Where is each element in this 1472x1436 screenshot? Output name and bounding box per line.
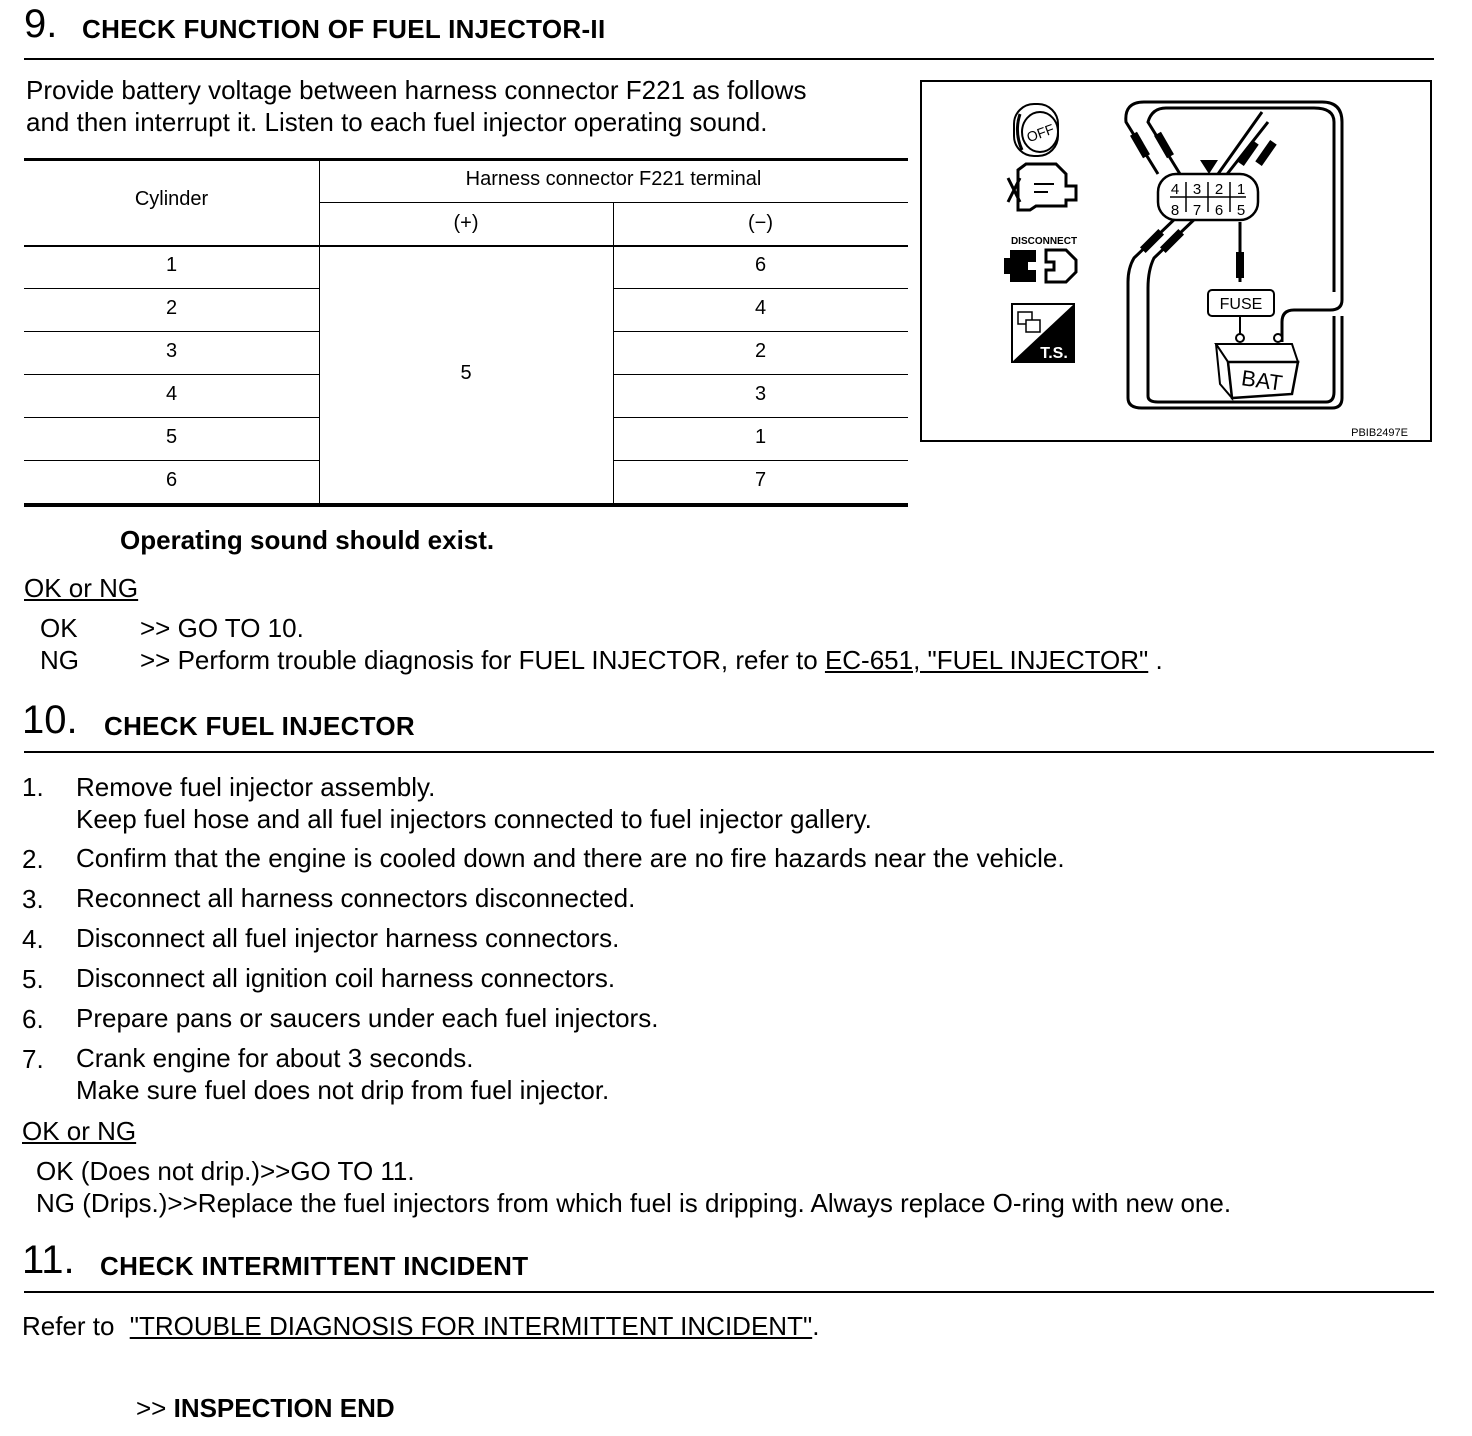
off-label: OFF <box>1024 120 1057 146</box>
list-item-subtext: Keep fuel hose and all fuel injectors connected to fuel injector gallery. <box>76 804 872 834</box>
list-item-number: 2. <box>22 844 44 874</box>
row-divider <box>24 288 319 289</box>
list-item-text: Reconnect all harness connectors disconnected. <box>76 883 636 913</box>
plus-terminal-value: 5 <box>460 362 472 384</box>
step-9-intro-line1: Provide battery voltage between harness connector F221 as follows <box>26 75 807 105</box>
engine-icon <box>1008 164 1076 210</box>
disconnect-label: DISCONNECT <box>1010 236 1078 247</box>
list-item-number: 1. <box>22 772 44 802</box>
fuel-injector-link[interactable]: EC-651, "FUEL INJECTOR" <box>824 645 1149 675</box>
step-9-ok-ng-heading: OK or NG <box>24 573 139 603</box>
list-item-number: 7. <box>22 1044 44 1074</box>
step-9-ng-key: NG <box>40 645 79 675</box>
figure-code: PBIB2497E <box>1351 427 1408 439</box>
step-9-ng-line <box>140 644 1163 676</box>
test-sheet-icon <box>1012 304 1074 362</box>
list-item-text: Crank engine for about 3 seconds. <box>76 1043 474 1073</box>
step-11-title: CHECK INTERMITTENT INCIDENT <box>100 1251 529 1281</box>
list-item-text: Disconnect all fuel injector harness connectors. <box>76 923 620 953</box>
pin-label: 3 <box>1192 181 1202 198</box>
list-item-number: 6. <box>22 1004 44 1034</box>
minus-terminal-cell: 6 <box>754 254 767 276</box>
fuse-box <box>1208 290 1274 336</box>
step-11-rule <box>24 1291 1434 1293</box>
list-item-text: Disconnect all ignition coil harness connectors. <box>76 963 616 993</box>
table-header-rule <box>24 245 908 247</box>
step-11-number: 11. <box>22 1238 75 1282</box>
list-item-subtext: Make sure fuel does not drip from fuel injector. <box>76 1075 610 1105</box>
row-divider <box>613 460 908 461</box>
pin-label: 2 <box>1214 181 1224 198</box>
table-top-rule <box>24 158 908 161</box>
pin-label: 7 <box>1192 202 1202 219</box>
wiring-figure <box>920 80 1432 442</box>
battery-icon <box>1216 334 1298 398</box>
refer-prefix: Refer to <box>22 1311 122 1341</box>
end-prefix: >> <box>136 1393 174 1423</box>
step-9-title: CHECK FUNCTION OF FUEL INJECTOR-II <box>82 14 606 44</box>
minus-terminal-cell: 1 <box>754 426 767 448</box>
pin-label: 4 <box>1170 181 1180 198</box>
intermittent-incident-link[interactable]: "TROUBLE DIAGNOSIS FOR INTERMITTENT INCIDENT" <box>129 1311 813 1341</box>
cylinder-cell: 2 <box>165 297 178 319</box>
inspection-end-line <box>136 1392 395 1424</box>
step-9-number: 9. <box>24 2 58 46</box>
row-divider <box>24 417 319 418</box>
step-10-ng-text: NG (Drips.)>>Replace the fuel injectors from which fuel is dripping. Always replace O-ring with new one. <box>36 1188 1232 1218</box>
cylinder-cell: 4 <box>165 383 178 405</box>
wiring-diagram <box>922 82 1430 440</box>
list-item-text: Remove fuel injector assembly. <box>76 772 436 802</box>
terminal-table <box>24 158 908 508</box>
cylinder-cell: 6 <box>165 469 178 491</box>
connector-f221 <box>1158 160 1258 220</box>
step-9-ng-text: >> Perform trouble diagnosis for FUEL INJECTOR, refer to <box>140 645 825 675</box>
step-11-refer-line <box>22 1310 819 1342</box>
row-divider <box>24 460 319 461</box>
step-9-ok-text: >> GO TO 10. <box>140 613 304 643</box>
header-plus: (+) <box>453 212 479 234</box>
cylinder-cell: 1 <box>165 254 178 276</box>
minus-terminal-cell: 3 <box>754 383 767 405</box>
pin-label: 5 <box>1236 202 1246 219</box>
list-item-number: 3. <box>22 884 44 914</box>
ignition-key-off-icon <box>1014 104 1058 156</box>
row-divider <box>613 417 908 418</box>
step-9-ok-key: OK <box>40 613 78 643</box>
row-divider <box>613 288 908 289</box>
pin-label: 1 <box>1236 181 1246 198</box>
row-divider <box>24 374 319 375</box>
step-9-ng-tail: . <box>1148 645 1163 675</box>
refer-tail: . <box>812 1311 820 1341</box>
step-10-ok-text: OK (Does not drip.)>>GO TO 11. <box>36 1156 415 1186</box>
bat-label: BAT <box>1239 365 1285 396</box>
header-minus: (−) <box>748 212 773 234</box>
step-10-ok-ng-heading: OK or NG <box>22 1116 137 1146</box>
inspection-end-label: INSPECTION END <box>173 1393 395 1423</box>
fuse-label: FUSE <box>1219 296 1263 313</box>
row-divider <box>613 331 908 332</box>
step-10-rule <box>24 751 1434 753</box>
ts-label: T.S. <box>1040 345 1068 362</box>
row-divider <box>613 374 908 375</box>
minus-terminal-cell: 4 <box>754 297 767 319</box>
step-9-expectation: Operating sound should exist. <box>120 525 495 555</box>
step-9-intro-line2: and then interrupt it. Listen to each fuel injector operating sound. <box>26 107 768 137</box>
step-10-title: CHECK FUEL INJECTOR <box>104 711 415 741</box>
table-bottom-rule <box>24 503 908 507</box>
header-cylinder: Cylinder <box>134 188 209 210</box>
list-item-text: Prepare pans or saucers under each fuel injectors. <box>76 1003 659 1033</box>
step-10-number: 10. <box>22 698 78 742</box>
list-item-text: Confirm that the engine is cooled down and there are no fire hazards near the vehicle. <box>76 843 1065 873</box>
cylinder-cell: 3 <box>165 340 178 362</box>
minus-terminal-cell: 2 <box>754 340 767 362</box>
list-item-number: 4. <box>22 924 44 954</box>
row-divider <box>24 331 319 332</box>
list-item-number: 5. <box>22 964 44 994</box>
minus-terminal-cell: 7 <box>754 469 767 491</box>
pin-label: 6 <box>1214 202 1224 219</box>
header-terminal-group: Harness connector F221 terminal <box>465 168 762 190</box>
cylinder-cell: 5 <box>165 426 178 448</box>
disconnect-icon <box>1004 250 1076 282</box>
pin-label: 8 <box>1170 202 1180 219</box>
step-9-rule <box>24 58 1434 60</box>
